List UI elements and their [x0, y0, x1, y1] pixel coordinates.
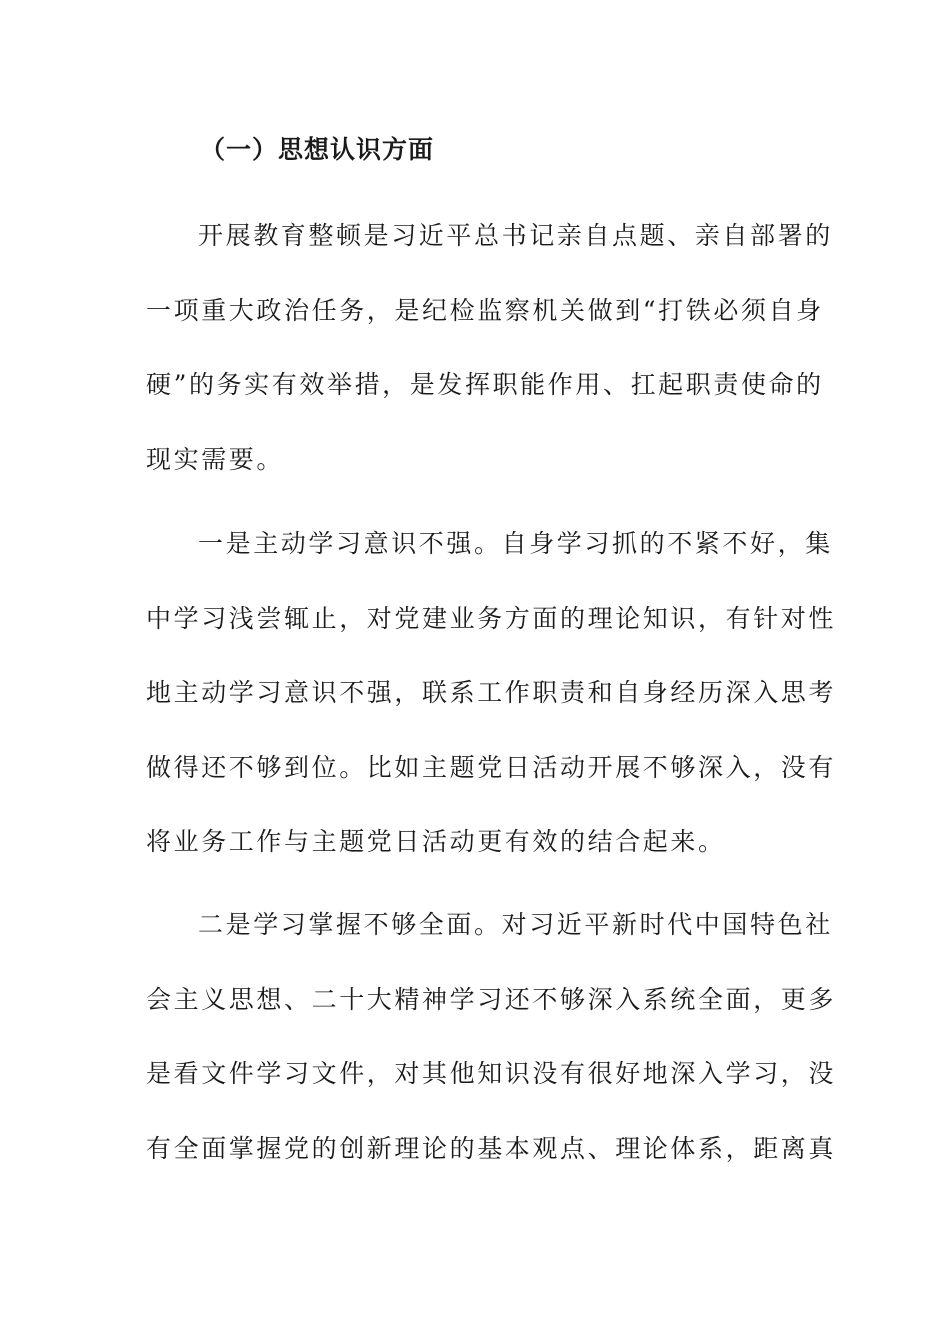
text-line: 是看文件学习文件，对其他知识没有很好地深入学习，没: [146, 1059, 837, 1088]
text-line: 有全面掌握党的创新理论的基本观点、理论体系，距离真: [146, 1134, 837, 1163]
text-line: 地主动学习意识不强，联系工作职责和自身经历深入思考: [146, 678, 837, 707]
section-heading: （一）思想认识方面: [200, 135, 435, 164]
text-line: 将业务工作与主题党日活动更有效的结合起来。: [146, 827, 726, 856]
text-line: 二是学习掌握不够全面。对习近平新时代中国特色社: [198, 910, 833, 939]
text-line: 会主义思想、二十大精神学习还不够深入系统全面，更多: [146, 985, 837, 1014]
text-line: 做得还不够到位。比如主题党日活动开展不够深入，没有: [146, 753, 837, 782]
text-line: 开展教育整顿是习近平总书记亲自点题、亲自部署的: [198, 221, 833, 250]
text-line: 中学习浅尝辄止，对党建业务方面的理论知识，有针对性: [146, 604, 837, 633]
text-line: 硬”的务实有效举措，是发挥职能作用、扛起职责使命的: [146, 370, 824, 399]
text-line: 一项重大政治任务，是纪检监察机关做到“打铁必须自身: [146, 296, 824, 325]
text-line: 现实需要。: [146, 445, 285, 474]
text-line: 一是主动学习意识不强。自身学习抓的不紧不好，集: [198, 529, 833, 558]
